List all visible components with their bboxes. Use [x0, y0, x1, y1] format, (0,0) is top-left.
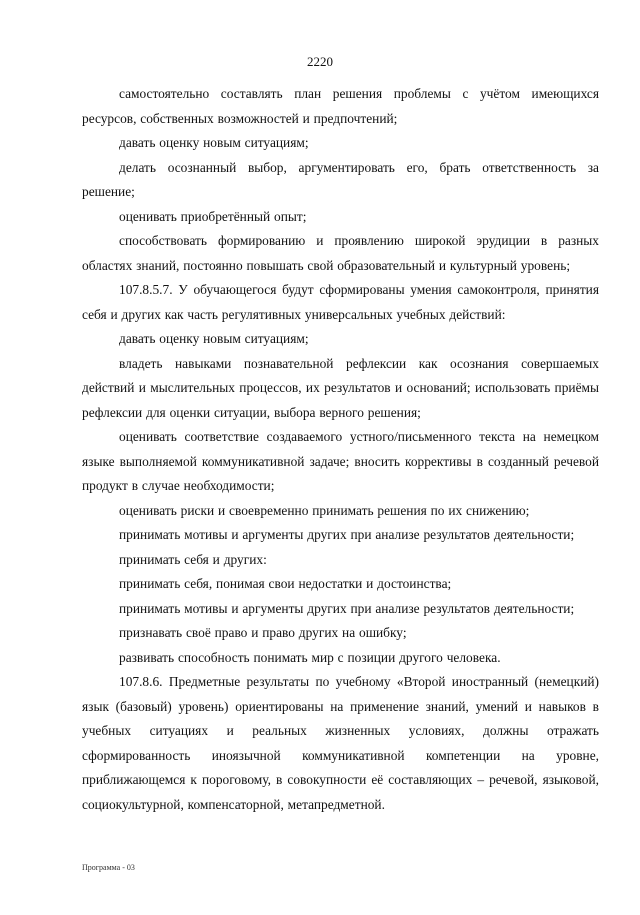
paragraph: принимать себя, понимая свои недостатки и достоинства;	[119, 576, 452, 591]
paragraph: оценивать приобретённый опыт;	[119, 208, 307, 224]
paragraph: оценивать соответствие создаваемого устного/письменного текста на немецком языке выполняемой коммуникативной задаче; вносить коррективы в созданный речевой продукт в случае необходимости;	[82, 429, 599, 493]
paragraph: способствовать формированию и проявлению широкой эрудиции в разных областях знаний, постоянно повышать свой образовательный и культурный уровень;	[82, 233, 599, 273]
paragraph: делать осознанный выбор, аргументировать его, брать ответственность за решение;	[82, 159, 599, 199]
paragraph: 107.8.5.7. У обучающегося будут сформированы умения самоконтроля, принятия себя и других как часть регулятивных универсальных учебных действий:	[82, 282, 599, 322]
paragraph: принимать мотивы и аргументы других при анализе результатов деятельности;	[119, 527, 575, 542]
paragraph: принимать себя и других:	[119, 551, 267, 567]
paragraph: признавать своё право и право других на ошибку;	[119, 625, 407, 640]
paragraph: давать оценку новым ситуациям;	[119, 135, 309, 150]
page-number: 2220	[307, 54, 333, 69]
paragraph: развивать способность понимать мир с позиции другого человека.	[119, 649, 501, 665]
document-body	[82, 82, 599, 817]
paragraph: оценивать риски и своевременно принимать решения по их снижению;	[119, 502, 530, 518]
paragraph: владеть навыками познавательной рефлексии как осознания совершаемых действий и мыслительных процессов, их результатов и оснований; использовать приёмы рефлексии для оценки ситуации, выбора верного решения;	[82, 355, 599, 420]
paragraph: самостоятельно составлять план решения проблемы с учётом имеющихся ресурсов, собственных возможностей и предпочтений;	[82, 86, 599, 126]
paragraph: принимать мотивы и аргументы других при анализе результатов деятельности;	[119, 600, 575, 616]
footer-program-code: Программа - 03	[82, 863, 135, 872]
paragraph: 107.8.6. Предметные результаты по учебному «Второй иностранный (немецкий) язык (базовый) уровень) ориентированы на применение знаний, умений и навыков в учебных ситуациях и реальных жизненных условиях, должны отражать сформированность иноязычной коммуникативной компетенции на уровне, приближающемся к пороговому, в совокупности её составляющих – речевой, языковой, социокультурной, компенсаторной, метапредметной.	[82, 674, 599, 812]
paragraph: давать оценку новым ситуациям;	[119, 331, 309, 346]
